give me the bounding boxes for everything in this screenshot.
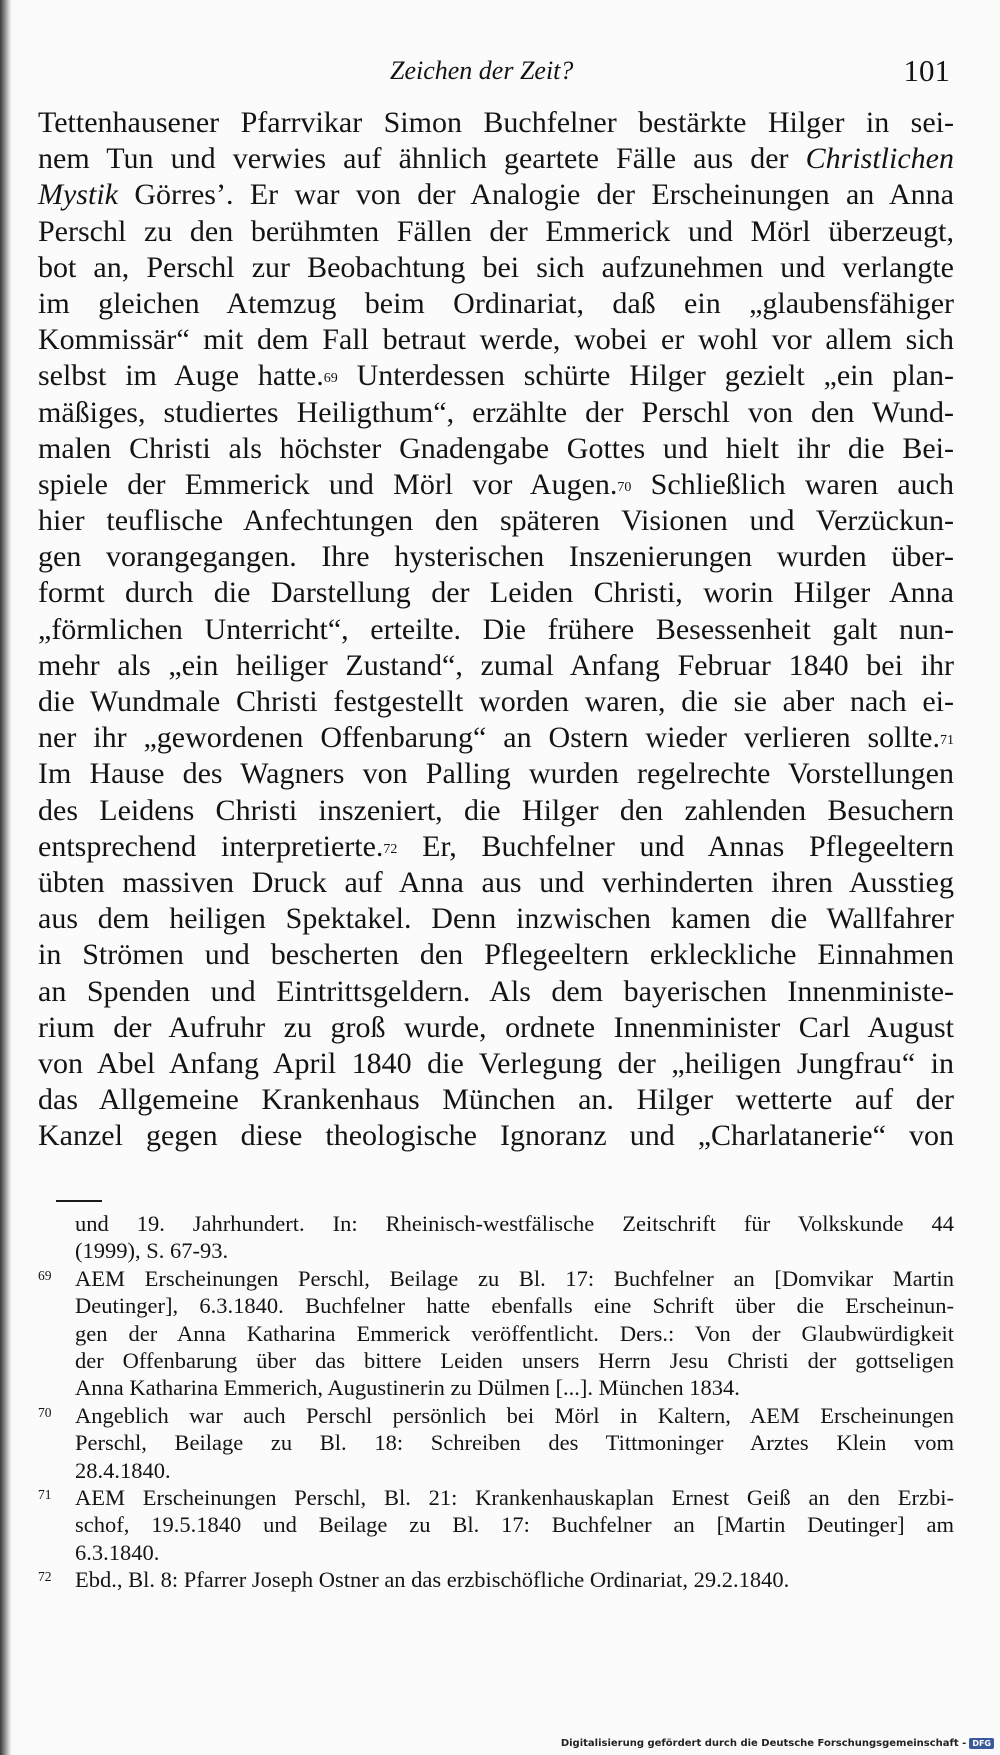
body-line: entsprechend interpretierte.$^{72}$ Er, Buchfelner und Annas Pflegeeltern — [38, 829, 954, 863]
footnote-ref: 69 — [323, 371, 338, 387]
footnote-number: 71 — [38, 1486, 52, 1502]
body-line: die Wundmale Christi festgestellt worden waren, die sie aber nach ei- — [38, 685, 954, 718]
body-line: selbst im Auge hatte.$^{69}$ Unterdessen schürte Hilger gezielt „ein plan- — [38, 359, 954, 393]
footnote-line: gen der Anna Katharina Emmerick veröffentlicht. Ders.: Von der Glaubwürdigkeit — [75, 1320, 954, 1346]
footnote-line: der Offenbarung über das bittere Leiden unsers Herrn Jesu Christi der gottseligen — [75, 1347, 954, 1373]
footnote — [38, 1265, 954, 1402]
italic-title: Christlichen — [805, 142, 954, 176]
footnote-line: Anna Katharina Emmerich, Augustinerin zu Dülmen [...]. München 1834. — [75, 1375, 740, 1401]
body-line: formt durch die Darstellung der Leiden Christi, worin Hilger Anna — [38, 576, 954, 610]
body-line: in Strömen und bescherten den Pflegeeltern erkleckliche Einnahmen — [38, 938, 954, 972]
footnote-line: Deutinger], 6.3.1840. Buchfelner hatte ebenfalls eine Schrift über die Erscheinun- — [75, 1293, 954, 1319]
body-text — [38, 105, 954, 1154]
body-line: das Allgemeine Krankenhaus München an. Hilger wetterte auf der — [38, 1083, 954, 1117]
footnote-number: 72 — [38, 1569, 52, 1585]
footnote-separator — [56, 1200, 102, 1202]
footnote-line: (1999), S. 67-93. — [75, 1238, 229, 1264]
body-line: nem Tun und verwies auf ähnlich geartete Fälle aus der Christlichen — [38, 142, 954, 176]
body-line: an Spenden und Eintrittsgeldern. Als dem bayerischen Innenministe- — [38, 974, 954, 1008]
body-line: Im Hause des Wagners von Palling wurden regelrechte Vorstellungen — [38, 757, 954, 791]
body-line: Kommissär“ mit dem Fall betraut werde, wobei er wohl vor allem sich — [38, 323, 954, 357]
italic-title: Mystik — [38, 178, 118, 212]
body-line: von Abel Anfang April 1840 die Verlegung der „heiligen Jungfrau“ in — [38, 1046, 954, 1080]
footnote-line: Perschl, Beilage zu Bl. 18: Schreiben des Tittmoninger Arztes Klein vom — [75, 1430, 954, 1456]
body-line: des Leidens Christi inszeniert, die Hilger den zahlenden Besuchern — [38, 793, 954, 827]
body-line: rium der Aufruhr zu groß wurde, ordnete Innenminister Carl August — [38, 1010, 954, 1044]
binding-shadow — [0, 0, 12, 1755]
footnote-number: 70 — [38, 1404, 52, 1420]
footnote-line: 6.3.1840. — [75, 1539, 160, 1565]
body-line: „förmlichen Unterricht“, erteilte. Die frühere Besessenheit galt nun- — [38, 612, 954, 646]
body-line: ner ihr „gewordenen Offenbarung“ an Ostern wieder verlieren sollte.$^{71}$ — [38, 721, 954, 755]
body-line: Tettenhausener Pfarrvikar Simon Buchfelner bestärkte Hilger in sei- — [38, 106, 954, 139]
footnote-ref: 72 — [383, 841, 398, 857]
dfg-logo: DFG — [969, 1738, 994, 1749]
footnote-line: AEM Erscheinungen Perschl, Beilage zu Bl. 17: Buchfelner an [Domvikar Martin — [75, 1265, 954, 1291]
footnote-ref: 70 — [617, 479, 632, 495]
body-line: spiele der Emmerick und Mörl vor Augen.$^{70}$ Schließlich waren auch — [38, 467, 954, 501]
footnote-line: Ebd., Bl. 8: Pfarrer Joseph Ostner an das erzbischöfliche Ordinariat, 29.2.1840. — [75, 1567, 790, 1593]
footnote-line: schof, 19.5.1840 und Beilage zu Bl. 17: Buchfelner an [Martin Deutinger] am — [75, 1512, 954, 1538]
digitization-credit — [561, 1738, 994, 1749]
footnotes — [38, 1210, 954, 1593]
body-line: Perschl zu den berühmten Fällen der Emmerick und Mörl überzeugt, — [38, 214, 954, 248]
body-line: gen vorangegangen. Ihre hysterischen Inszenierungen wurden über- — [38, 540, 954, 574]
body-line: bot an, Perschl zur Beobachtung bei sich aufzunehmen und verlangte — [38, 250, 954, 284]
body-line: im gleichen Atemzug beim Ordinariat, daß ein „glaubensfähiger — [38, 286, 954, 320]
footnote — [38, 1210, 954, 1265]
body-line: hier teuflische Anfechtungen den späteren Visionen und Verzückun- — [38, 504, 954, 538]
footnote-line: 28.4.1840. — [75, 1457, 171, 1483]
body-line: aus dem heiligen Spektakel. Denn inzwischen kamen die Wallfahrer — [38, 902, 954, 936]
body-line: übten massiven Druck auf Anna aus und verhinderten ihren Ausstieg — [38, 865, 954, 899]
running-head: Zeichen der Zeit? — [390, 56, 574, 85]
body-line: Mystik Görres’. Er war von der Analogie der Erscheinungen an Anna — [38, 178, 954, 212]
body-line: mäßiges, studiertes Heiligthum“, erzählte der Perschl von den Wund- — [38, 395, 954, 429]
footnote-line: AEM Erscheinungen Perschl, Bl. 21: Krankenhauskaplan Ernest Geiß an den Erzbi- — [75, 1484, 954, 1510]
footnote-ref: 71 — [940, 733, 954, 749]
page-number: 101 — [903, 53, 950, 88]
footnote — [38, 1402, 954, 1484]
footnote-line: und 19. Jahrhundert. In: Rheinisch-westfälische Zeitschrift für Volkskunde 44 — [75, 1211, 954, 1236]
credit-text: Digitalisierung gefördert durch die Deutsche Forschungsgemeinschaft - — [560, 1738, 967, 1749]
footnote-line: Angeblich war auch Perschl persönlich bei Mörl in Kaltern, AEM Erscheinungen — [75, 1402, 954, 1428]
footnote — [38, 1566, 954, 1593]
footnote-number: 69 — [38, 1267, 52, 1283]
body-line: malen Christi als höchster Gnadengabe Gottes und hielt ihr die Bei- — [38, 431, 954, 465]
body-line: Kanzel gegen diese theologische Ignoranz und „Charlatanerie“ von — [38, 1119, 954, 1153]
body-line: mehr als „ein heiliger Zustand“, zumal Anfang Februar 1840 bei ihr — [38, 648, 954, 682]
footnote — [38, 1484, 954, 1566]
